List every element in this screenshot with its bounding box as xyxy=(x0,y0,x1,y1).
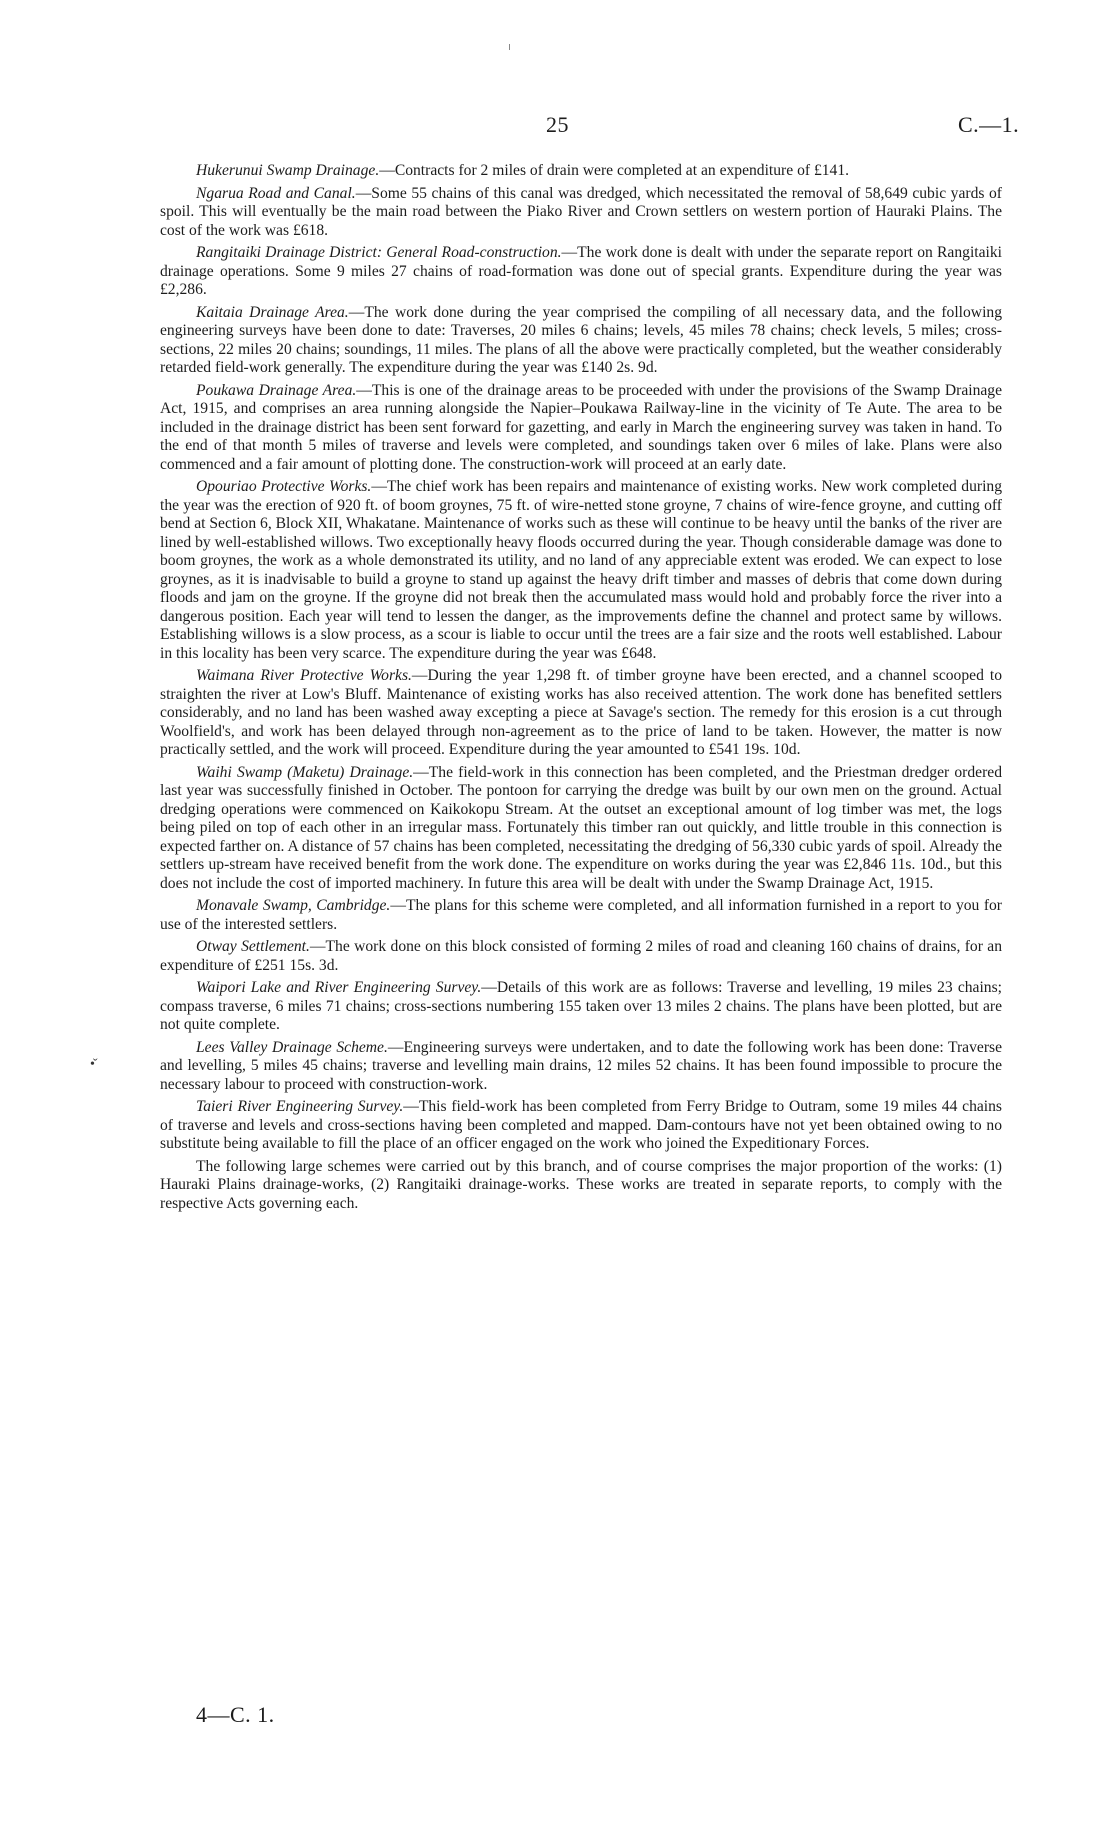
paragraph-text: —The field-work in this connection has been completed, and the Priestman dredger ordered last year was successfully finished in October. The pontoon for carrying the dredge was built by our own men on the ground. Actual dredging operations were commenced on Kaikokopu Stream. At the outset an exceptional amount of log timber was met, the logs being piled on top of each other in an irregular mass. Fortunately this timber ran out quickly, and little trouble in this connection is expected farther on. A distance of 57 chains has been completed, necessitating the dredging of 56,330 cubic yards of spoil. Already the settlers up-stream have received benefit from the work done. The expenditure on works during the year was £2,846 11s. 10d., but this does not include the cost of imported machinery. In future this area will be dealt with under the Swamp Drainage Act, 1915. xyxy=(160,763,1002,892)
paragraph-text: —The plans for this scheme were completed, and all information furnished in a report to you for use of the interested settlers. xyxy=(160,897,1002,933)
paragraph-lees-valley xyxy=(160,1039,1002,1095)
paragraph-title: Taieri River Engineering Survey. xyxy=(196,1098,404,1115)
paragraph-kaitaia xyxy=(160,304,1002,378)
paragraph-text: —The work done is dealt with under the separate report on Rangitaiki drainage operations. Some 9 miles 27 chains of road-formation was done out of special grants. Expenditure during the year was £2,286. xyxy=(160,244,1002,298)
paragraph-opouriao xyxy=(160,478,1002,663)
signature-mark: 4—C. 1. xyxy=(196,1702,275,1727)
paragraph-waimana xyxy=(160,667,1002,760)
paragraph-title: Ngarua Road and Canal. xyxy=(196,184,356,202)
paragraph-text: —This field-work has been completed from Ferry Bridge to Outram, some 19 miles 44 chains of traverse and levels and cross-sections having been completed and mapped. Dam-contours have not yet been obtained owing to no substitute being available to fill the place of an officer engaged on the work who joined the Expeditionary Forces. xyxy=(160,1098,1002,1152)
document-reference: C.—1. xyxy=(958,112,1020,137)
paragraph-title: Lees Valley Drainage Scheme. xyxy=(196,1038,388,1056)
paragraph-title: Opouriao Protective Works. xyxy=(196,478,372,495)
paragraph-title: Kaitaia Drainage Area. xyxy=(196,303,349,321)
paragraph-text: —The work done during the year comprised the compiling of all necessary data, and the following engineering surveys have been done to date: Traverses, 20 miles 6 chains; levels, 45 miles 78 chains; check levels, 5 miles; cross-sections, 22 miles 20 chains; soundings, 11 miles. The plans of all the above were practically completed, but the weather considerably retarded field-work generally. The expenditure during the year was £140 2s. 9d. xyxy=(160,303,1002,376)
paragraph-ngarua xyxy=(160,185,1002,241)
paragraph-monavale xyxy=(160,897,1002,934)
paragraph-text: —Details of this work are as follows: Traverse and levelling, 19 miles 23 chains; compass traverse, 6 miles 71 chains; cross-sections numbering 155 taken over 13 miles 2 chains. The plans have been plotted, but are not quite complete. xyxy=(160,979,1002,1033)
paragraph-title: Hukerunui Swamp Drainage. xyxy=(196,162,380,179)
paragraph-text: —During the year 1,298 ft. of timber groyne have been erected, and a channel scooped to straighten the river at Low's Bluff. Maintenance of existing works has also received attention. The work done has benefited settlers considerably, and no land has been washed away excepting a piece at Savage's section. The remedy for this erosion is a cut through Woolfield's, and work has been delayed through non-agreement as to the price of land to be taken. However, the matter is now practically settled, and the work will proceed. Expenditure during the year amounted to £541 19s. 10d. xyxy=(160,667,1002,758)
paragraph-text: —The chief work has been repairs and maintenance of existing works. New work completed during the year was the erection of 920 ft. of boom groynes, 75 ft. of wire-netted stone groyne, 7 chains of wire-fence groyne, and cutting off bend at Section 6, Block XII, Whakatane. Maintenance of works such as these will continue to be heavy until the banks of the river are lined by well-established willows. Two exceptionally heavy floods occurred during the year. Though considerable damage was done to boom groynes, the work as a whole demonstrated its utility, and no land of any appreciable extent was eroded. We can expect to lose groynes, as it is inadvisable to build a groyne to stand up against the heavy drift timber and masses of debris that come down during floods and jam on the groyne. If the groyne did not break then the accumulated mass would hold and probably force the river into a dangerous position. Each year will tend to lessen the danger, as the improvements define the channel and protect same by willows. Establishing willows is a slow process, as a scour is liable to occur until the trees are a fair size and the roots well established. Labour in this locality has been very scarce. The expenditure during the year was £648. xyxy=(160,478,1002,662)
paragraph-title: Poukawa Drainage Area. xyxy=(196,381,357,399)
paragraph-title: Otway Settlement. xyxy=(196,938,310,955)
paragraph-title: Monavale Swamp, Cambridge. xyxy=(196,897,391,914)
paragraph-poukawa xyxy=(160,382,1002,475)
paragraph-text: —Engineering surveys were undertaken, and to date the following work has been done: Traverse and levelling, 5 miles 45 chains; traverse and levelling main drains, 12 miles 52 chains. It has been found impossible to procure the necessary labour to proceed with construction-work. xyxy=(160,1038,1002,1093)
paragraph-text: The following large schemes were carried out by this branch, and of course comprises the major proportion of the works: (1) Hauraki Plains drainage-works, (2) Rangitaiki drainage-works. These works are treated in separate reports, to comply with the respective Acts governing each. xyxy=(160,1157,1002,1212)
page-number: 25 xyxy=(546,112,569,137)
paragraph-title: Waimana River Protective Works. xyxy=(196,667,412,684)
top-tick-mark xyxy=(509,44,510,50)
paragraph-title: Rangitaiki Drainage District: General Road-construction. xyxy=(196,244,562,261)
paragraph-waipori xyxy=(160,979,1002,1035)
paragraph-title: Waipori Lake and River Engineering Survey. xyxy=(196,979,482,996)
paragraph-taieri xyxy=(160,1098,1002,1154)
paragraph-text: —Some 55 chains of this canal was dredged, which necessitated the removal of 58,649 cubic yards of spoil. This will eventually be the main road between the Piako River and Crown settlers on western portion of Hauraki Plains. The cost of the work was £618. xyxy=(160,184,1003,239)
paragraph-otway xyxy=(160,938,1002,975)
paragraph-waihi xyxy=(160,764,1002,894)
report-body xyxy=(160,162,1002,1217)
paragraph-text: —The work done on this block consisted of forming 2 miles of road and cleaning 160 chains of drains, for an expenditure of £251 15s. 3d. xyxy=(160,938,1002,974)
paragraph-rangitaiki xyxy=(160,244,1002,300)
paragraph-text: —Contracts for 2 miles of drain were completed at an expenditure of £141. xyxy=(379,162,850,179)
paragraph-large-schemes xyxy=(160,1158,1002,1214)
paragraph-title: Waihi Swamp (Maketu) Drainage. xyxy=(196,763,414,781)
paragraph-hukerunui xyxy=(160,162,1002,181)
margin-mark: •ˇ xyxy=(90,1057,96,1072)
paragraph-text: —This is one of the drainage areas to be proceeded with under the provisions of the Swamp Drainage Act, 1915, and comprises an area running alongside the Napier–Poukawa Railway-line in the vicinity of Te Aute. The area to be included in the drainage district has been sent forward for gazetting, and early in March the engineering survey was taken in hand. To the end of that month 5 miles of traverse and levels were completed, and soundings taken over 6 miles of lake. Plans were also commenced and a fair amount of plotting done. The construction-work will proceed at an early date. xyxy=(160,381,1003,473)
